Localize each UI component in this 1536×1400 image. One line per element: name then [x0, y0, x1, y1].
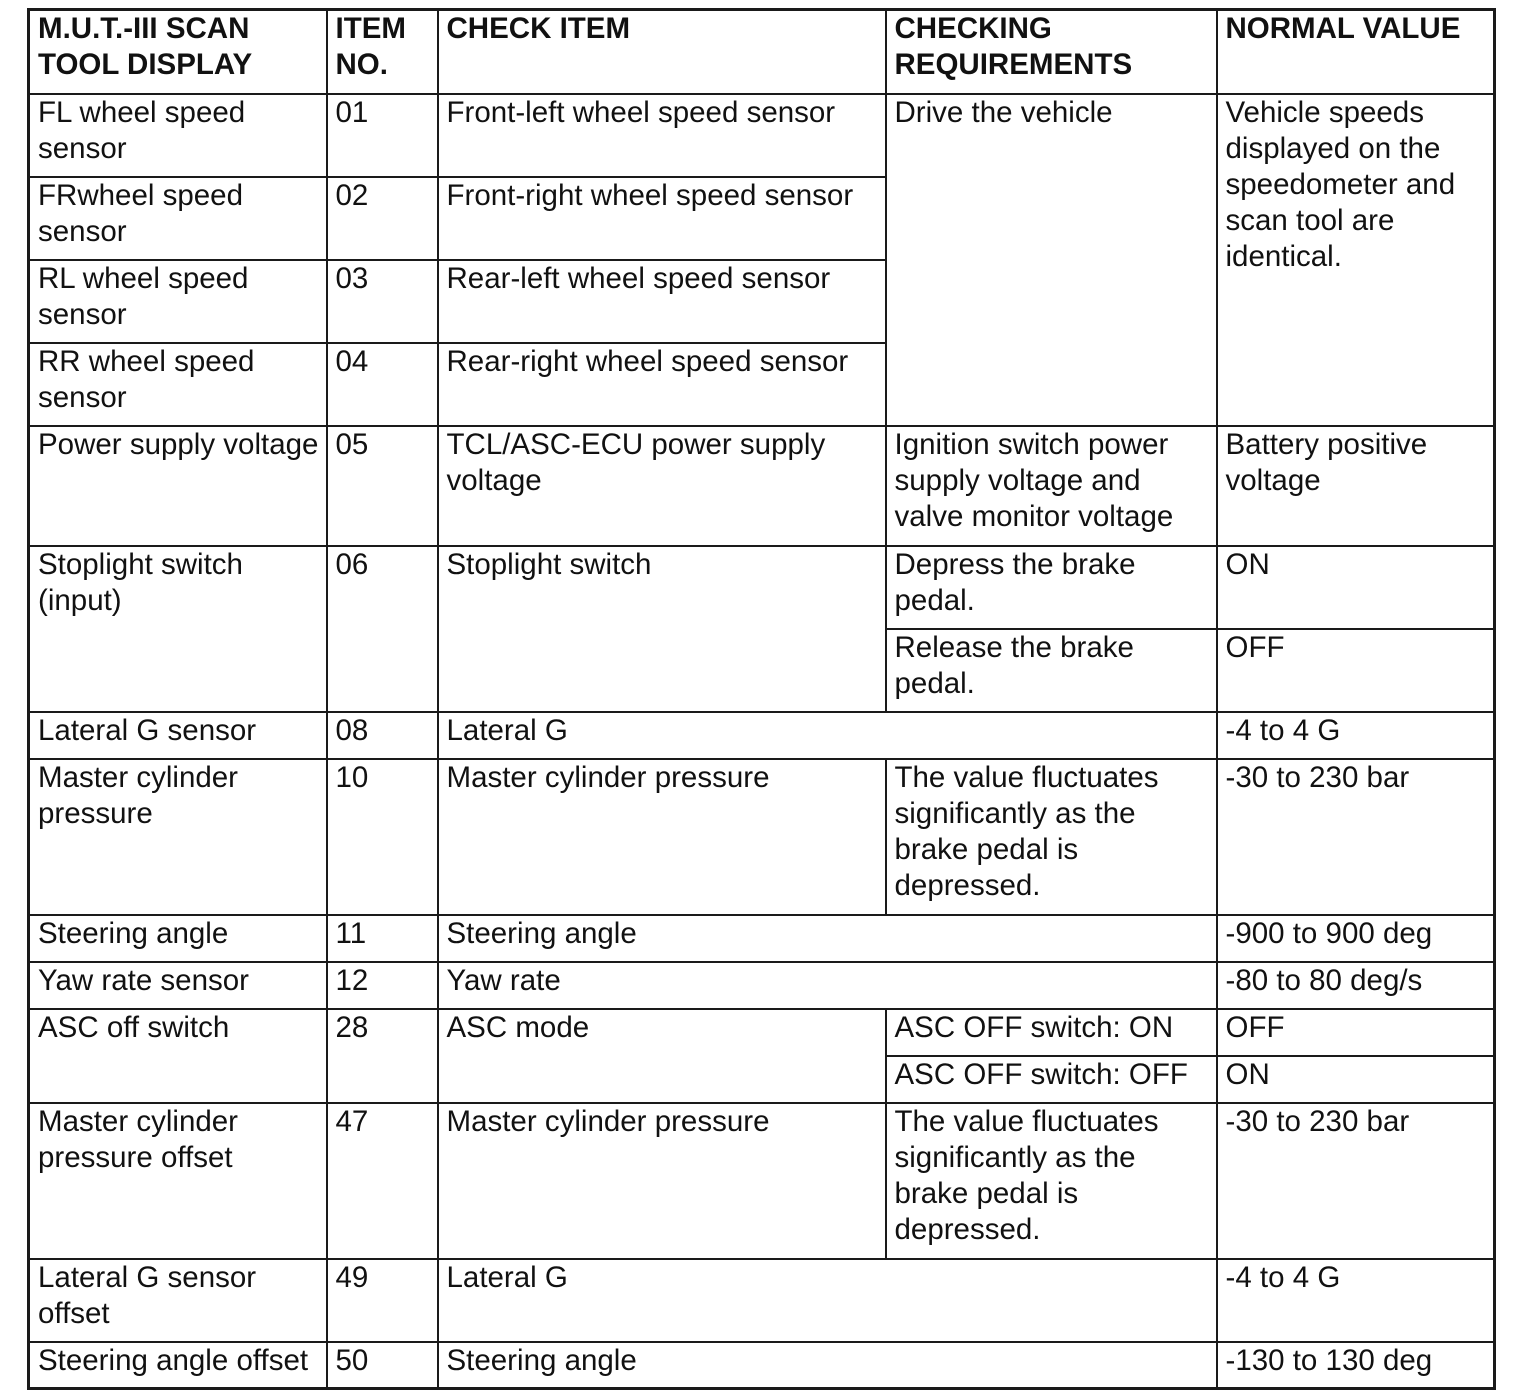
- table-row: [29, 759, 1495, 915]
- cell-check-item: Front-left wheel speed sensor: [438, 94, 886, 177]
- cell-item-no: 28: [327, 1009, 438, 1103]
- cell-display: Lateral G sensor: [29, 712, 327, 759]
- cell-display: Steering angle: [29, 915, 327, 962]
- table-row: [29, 546, 1495, 629]
- cell-item-no: 47: [327, 1103, 438, 1259]
- cell-check-item: Yaw rate: [438, 962, 1217, 1009]
- table-row: [29, 1342, 1495, 1389]
- table-row: [29, 1009, 1495, 1056]
- cell-normal-value: -900 to 900 deg: [1217, 915, 1495, 962]
- table-row: [29, 915, 1495, 962]
- cell-check-item: ASC mode: [438, 1009, 886, 1103]
- cell-normal-value: -80 to 80 deg/s: [1217, 962, 1495, 1009]
- cell-check-item: TCL/ASC-ECU power supply voltage: [438, 426, 886, 546]
- header-check-item: CHECK ITEM: [438, 10, 886, 94]
- cell-check-item: Master cylinder pressure: [438, 759, 886, 915]
- table-row: [29, 1103, 1495, 1259]
- cell-check-item: Lateral G: [438, 1259, 1217, 1342]
- table-row: [29, 962, 1495, 1009]
- cell-requirement: Release the brake pedal.: [886, 629, 1217, 712]
- header-normal-value: NORMAL VALUE: [1217, 10, 1495, 94]
- table-row: [29, 94, 1495, 177]
- table-row: [29, 712, 1495, 759]
- cell-check-item: Lateral G: [438, 712, 1217, 759]
- cell-display: Lateral G sensor offset: [29, 1259, 327, 1342]
- cell-requirement: Ignition switch power supply voltage and valve monitor voltage: [886, 426, 1217, 546]
- cell-display: Yaw rate sensor: [29, 962, 327, 1009]
- cell-normal-value: Vehicle speeds displayed on the speedometer and scan tool are identical.: [1217, 94, 1495, 426]
- cell-requirement: ASC OFF switch: OFF: [886, 1056, 1217, 1103]
- cell-item-no: 49: [327, 1259, 438, 1342]
- cell-item-no: 06: [327, 546, 438, 712]
- cell-display: Stoplight switch (input): [29, 546, 327, 712]
- cell-display: Master cylinder pressure: [29, 759, 327, 915]
- header-checking-requirements: CHECKING REQUIREMENTS: [886, 10, 1217, 94]
- cell-normal-value: OFF: [1217, 629, 1495, 712]
- cell-display: RR wheel speed sensor: [29, 343, 327, 426]
- cell-requirement: Drive the vehicle: [886, 94, 1217, 426]
- cell-requirement: The value fluctuates significantly as the brake pedal is depressed.: [886, 759, 1217, 915]
- cell-check-item: Rear-right wheel speed sensor: [438, 343, 886, 426]
- cell-display: Master cylinder pressure offset: [29, 1103, 327, 1259]
- table-row: [29, 1259, 1495, 1342]
- cell-item-no: 10: [327, 759, 438, 915]
- cell-display: Steering angle offset: [29, 1342, 327, 1389]
- cell-normal-value: -30 to 230 bar: [1217, 1103, 1495, 1259]
- cell-check-item: Steering angle: [438, 915, 1217, 962]
- cell-normal-value: -130 to 130 deg: [1217, 1342, 1495, 1389]
- cell-display: FL wheel speed sensor: [29, 94, 327, 177]
- cell-item-no: 08: [327, 712, 438, 759]
- cell-item-no: 12: [327, 962, 438, 1009]
- cell-display: Power supply voltage: [29, 426, 327, 546]
- cell-item-no: 04: [327, 343, 438, 426]
- cell-check-item: Stoplight switch: [438, 546, 886, 712]
- table-row: [29, 426, 1495, 546]
- cell-display: ASC off switch: [29, 1009, 327, 1103]
- cell-item-no: 11: [327, 915, 438, 962]
- header-display: M.U.T.-III SCAN TOOL DISPLAY: [29, 10, 327, 94]
- cell-check-item: Rear-left wheel speed sensor: [438, 260, 886, 343]
- cell-normal-value: -4 to 4 G: [1217, 712, 1495, 759]
- cell-display: RL wheel speed sensor: [29, 260, 327, 343]
- header-row: [29, 10, 1495, 94]
- header-item-no: ITEM NO.: [327, 10, 438, 94]
- cell-display: FRwheel speed sensor: [29, 177, 327, 260]
- cell-item-no: 01: [327, 94, 438, 177]
- cell-normal-value: OFF: [1217, 1009, 1495, 1056]
- cell-check-item: Front-right wheel speed sensor: [438, 177, 886, 260]
- cell-normal-value: Battery positive voltage: [1217, 426, 1495, 546]
- data-list-table: [27, 8, 1496, 1390]
- cell-normal-value: -30 to 230 bar: [1217, 759, 1495, 915]
- cell-normal-value: ON: [1217, 1056, 1495, 1103]
- cell-normal-value: ON: [1217, 546, 1495, 629]
- cell-requirement: Depress the brake pedal.: [886, 546, 1217, 629]
- cell-requirement: The value fluctuates significantly as the brake pedal is depressed.: [886, 1103, 1217, 1259]
- cell-item-no: 03: [327, 260, 438, 343]
- cell-item-no: 05: [327, 426, 438, 546]
- cell-check-item: Master cylinder pressure: [438, 1103, 886, 1259]
- cell-requirement: ASC OFF switch: ON: [886, 1009, 1217, 1056]
- cell-item-no: 02: [327, 177, 438, 260]
- cell-check-item: Steering angle: [438, 1342, 1217, 1389]
- cell-normal-value: -4 to 4 G: [1217, 1259, 1495, 1342]
- cell-item-no: 50: [327, 1342, 438, 1389]
